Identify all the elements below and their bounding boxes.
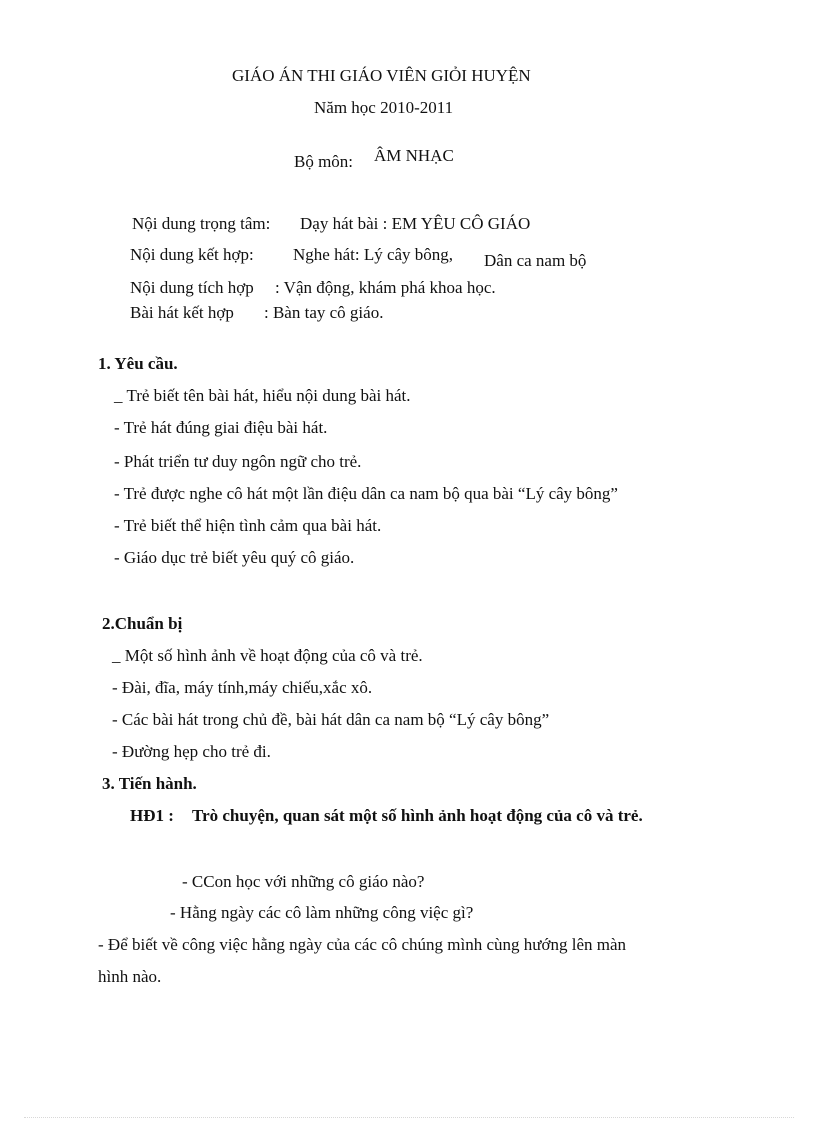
subject-value: ÂM NHẠC bbox=[374, 146, 454, 165]
school-year: Năm học 2010-2011 bbox=[314, 98, 454, 117]
list-item: - Trẻ được nghe cô hát một lần điệu dân ca nam bộ qua bài “Lý cây bông” bbox=[114, 484, 618, 503]
list-item: - Phát triển tư duy ngôn ngữ cho trẻ. bbox=[114, 452, 362, 471]
list-item: _ Một số hình ảnh về hoạt động của cô và trẻ. bbox=[112, 646, 423, 665]
section-heading-requirements: 1. Yêu cầu. bbox=[98, 354, 178, 373]
list-item: - Trẻ biết thể hiện tình cảm qua bài hát. bbox=[114, 516, 382, 535]
question-item: - Hằng ngày các cô làm những công việc gì? bbox=[170, 903, 474, 922]
focus-value: Dạy hát bài : EM YÊU CÔ GIÁO bbox=[300, 214, 531, 233]
list-item: - Các bài hát trong chủ đề, bài hát dân ca nam bộ “Lý cây bông” bbox=[112, 710, 550, 729]
list-item: - Giáo dục trẻ biết yêu quý cô giáo. bbox=[114, 548, 355, 567]
combined-label: Nội dung kết hợp: bbox=[130, 245, 254, 264]
song-label: Bài hát kết hợp bbox=[130, 303, 234, 322]
list-item: _ Trẻ biết tên bài hát, hiểu nội dung bài hát. bbox=[114, 386, 411, 405]
list-item: - Trẻ hát đúng giai điệu bài hát. bbox=[114, 418, 328, 437]
paragraph-line: hình nào. bbox=[98, 967, 162, 986]
page-bottom-rule bbox=[24, 1117, 794, 1118]
song-value: : Bàn tay cô giáo. bbox=[264, 303, 384, 322]
list-item: - Đài, đĩa, máy tính,máy chiếu,xắc xô. bbox=[112, 678, 373, 697]
combined-value: Nghe hát: Lý cây bông, bbox=[293, 245, 454, 264]
focus-label: Nội dung trọng tâm: bbox=[132, 214, 271, 233]
section-heading-procedure: 3. Tiến hành. bbox=[102, 774, 197, 793]
question-item: - CCon học với những cô giáo nào? bbox=[182, 872, 425, 891]
section-heading-preparation: 2.Chuẩn bị bbox=[102, 614, 183, 633]
activity-title: Trò chuyện, quan sát một số hình ảnh hoạt động của cô và trẻ. bbox=[192, 806, 643, 825]
activity-label: HĐ1 : bbox=[130, 806, 174, 825]
document-title: GIÁO ÁN THI GIÁO VIÊN GIỎI HUYỆN bbox=[232, 66, 531, 85]
integrated-value: : Vận động, khám phá khoa học. bbox=[275, 278, 496, 297]
list-item: - Đường hẹp cho trẻ đi. bbox=[112, 742, 271, 761]
integrated-label: Nội dung tích hợp bbox=[130, 278, 254, 297]
combined-extra: Dân ca nam bộ bbox=[484, 251, 587, 270]
subject-label: Bộ môn: bbox=[294, 152, 354, 171]
paragraph-line: - Để biết về công việc hằng ngày của các cô chúng mình cùng hướng lên màn bbox=[98, 935, 627, 954]
